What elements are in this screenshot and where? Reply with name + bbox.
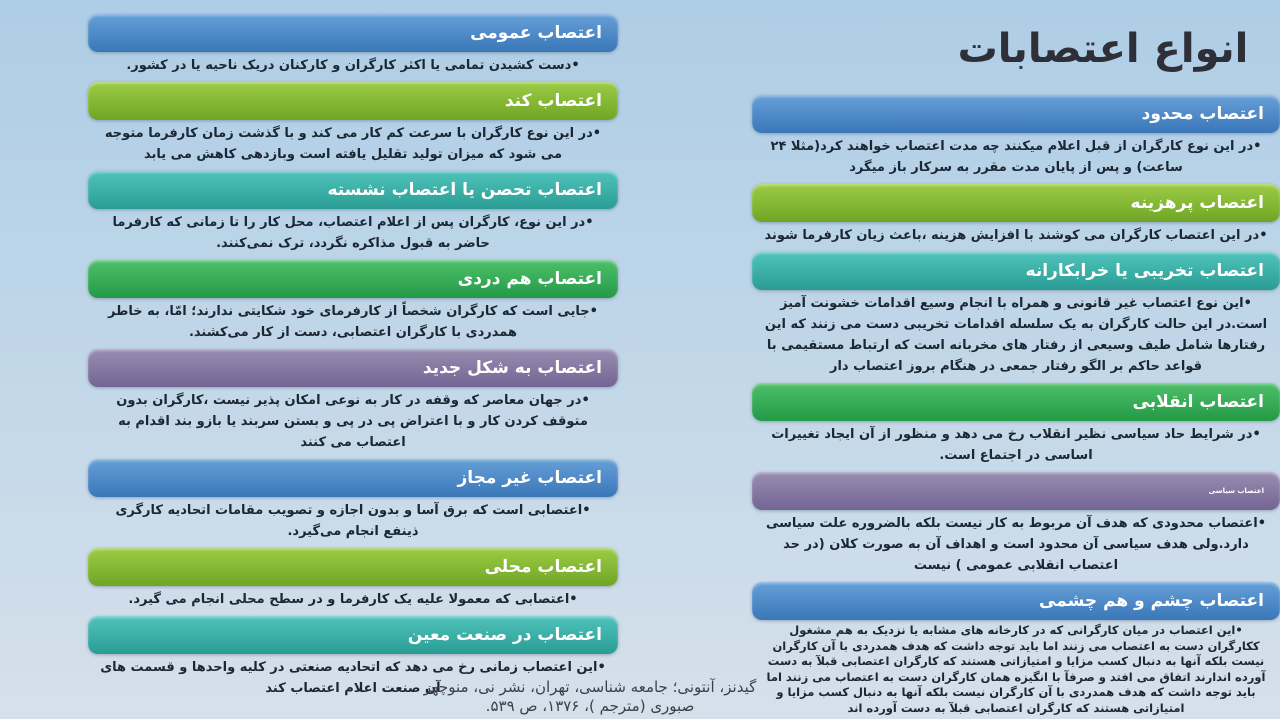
strike-card-header — [88, 171, 618, 209]
strike-card-title: اعتصاب در صنعت معین — [407, 625, 602, 645]
strike-card-header — [752, 252, 1280, 290]
strike-card-description: •در این نوع، کارگران پس از اعلام اعتصاب، محل کار را تا زمانی که کارفرما حاضر به قبول مذاکره نگردد، ترک نمی‌کنند. — [112, 215, 594, 251]
strike-card-description: •این اعتصاب در میان کارگرانی که در کارخانه های مشابه یا نزدیک به هم مشغول ککارگران دست به اعتصاب می زنند اما باید توجه داشت که هدف همدردی با آن کارگران نیست بلکه آنها به دنبال کسب مزایا و امتیازاتی هستند که کارگران اعتصابی قبلآ به دست آورده اندارند اتفاق می افتد و صرفآ با انگیزه همان کارگران دست به اعتصاب می زنند اما باید توجه داشت که هدف همدردی با آن کارگران نیست بلکه آنها به دنبال کسب مزایا و امتیازاتی هستند که کارگران اعتصابی قبلآ به دست آورده اند — [766, 623, 1266, 715]
strike-card-header — [88, 548, 618, 586]
strike-card-description: •در شرایط حاد سیاسی نظیر انقلاب رخ می دهد و منظور از آن ایجاد تغییرات اساسی در اجتماع است. — [771, 427, 1261, 463]
strike-card-new-form — [88, 349, 618, 453]
strike-card-description: •در جهان معاصر که وقفه در کار به نوعی امکان پذیر نیست ،کارگران بدون متوقف کردن کار و با اعتراض پی در پی و بستن سربند یا بازو بند اقدام به اعتصاب می کنند — [116, 393, 590, 450]
strike-card-local — [88, 548, 618, 610]
strike-card-title: اعتصاب چشم و هم چشمی — [1039, 591, 1264, 611]
strike-card-title: اعتصاب به شکل جدید — [422, 358, 602, 378]
citation — [350, 678, 830, 716]
strike-card-sitdown — [88, 171, 618, 254]
strike-card-header — [752, 383, 1280, 421]
strike-card-description: •دست کشیدن تمامی یا اکثر کارگران و کارکنان دریک ناحیه یا در کشور. — [126, 58, 580, 73]
citation-line-1: گیدنز، آنتونی؛ جامعه شناسی، تهران، نشر نی، منوچهر — [423, 678, 757, 696]
strike-card-general — [88, 14, 618, 76]
strike-card-title: اعتصاب پرهزینه — [1130, 193, 1264, 213]
strike-card-title: اعتصاب انقلابی — [1132, 392, 1264, 412]
strike-card-description: •اعتصاب محدودی که هدف آن مربوط به کار نیست بلکه بالضروره علت سیاسی دارد.ولی هدف سیاسی آن محدود است و اهداف آن به صورت کلان (در حد اعتصاب انقلابی عمومی ) نیست — [765, 516, 1267, 573]
strike-card-sabotage — [752, 252, 1280, 377]
strike-card-header — [88, 82, 618, 120]
left-column — [88, 14, 618, 705]
strike-card-title: اعتصاب کند — [504, 91, 602, 111]
strike-card-header — [752, 184, 1280, 222]
strike-card-header — [88, 260, 618, 298]
strike-card-title: اعتصاب محلی — [484, 557, 602, 577]
strike-card-description: •این نوع اعتصاب غیر قانونی و همراه با انجام وسیع اقدامات خشونت آمیز است.در این حالت کارگران به یک سلسله اقدامات تخریبی دست می زنند که این رفتارها شامل طیف وسیعی از رفتار های مخربانه است که ارتباط مستقیمی با قواعد حاکم بر الگو رفتار جمعی در هنگام بروز اعتصاب دار — [764, 296, 1268, 374]
strike-card-title: اعتصاب تحصن یا اعتصاب نشسته — [327, 180, 602, 200]
strike-card-limited — [752, 95, 1280, 178]
citation-line-2: صبوری (مترجم )، ۱۳۷۶، ص ۵۳۹. — [485, 697, 695, 715]
strike-card-title: اعتصاب غیر مجاز — [457, 468, 602, 488]
strike-card-unauthorized — [88, 459, 618, 542]
strike-card-title: اعتصاب سیاسی — [1208, 487, 1264, 495]
strike-card-header — [752, 472, 1280, 510]
right-column — [752, 95, 1280, 719]
strike-card-header — [88, 349, 618, 387]
strike-card-costly — [752, 184, 1280, 246]
strike-card-header — [752, 582, 1280, 620]
strike-card-description: •این اعتصاب زمانی رخ می دهد که اتحادیه صنعتی در کلیه واحدها و قسمت های آن صنعت اعلام اعتصاب کند — [100, 660, 606, 696]
strike-card-description: •در این نوع کارگران با سرعت کم کار می کند و با گذشت زمان کارفرما متوجه می شود که میزان تولید تقلیل یافته است وبازدهی کاهش می یابد — [104, 126, 602, 162]
strike-card-title: اعتصاب تخریبی یا خرابکارانه — [1025, 261, 1264, 281]
page-title: انواع اعتصابات — [957, 26, 1249, 72]
strike-card-title: اعتصاب هم دردی — [457, 269, 602, 289]
strike-card-description: •در این نوع کارگران از قبل اعلام میکنند چه مدت اعتصاب خواهند کرد(مثلا ۲۴ ساعت) و پس از پایان مدت مقرر به سرکار باز میگرد — [770, 139, 1262, 175]
strike-card-title: اعتصاب عمومی — [470, 23, 602, 43]
strike-card-political — [752, 472, 1280, 576]
strike-card-description: •اعتصابی است که برق آسا و بدون اجازه و تصویب مقامات اتحادیه کارگری ذینفع انجام می‌گیرد. — [115, 503, 591, 539]
strike-card-description: •در این اعتصاب کارگران می کوشند با افزایش هزینه ،باعث زیان کارفرما شوند — [764, 228, 1268, 243]
strike-card-description: •اعتصابی که معمولا علیه یک کارفرما و در سطح محلی انجام می گیرد. — [128, 592, 578, 607]
strike-card-rivalry — [752, 582, 1280, 716]
strike-card-description: •جایی است که کارگران شخصاً از کارفرمای خود شکایتی ندارند؛ امّا، به خاطر همدردی با کارگران اعتصابی، دست از کار می‌کشند. — [108, 304, 598, 340]
strike-card-sympathy — [88, 260, 618, 343]
strike-card-revolutionary — [752, 383, 1280, 466]
strike-card-header — [752, 95, 1280, 133]
strike-card-title: اعتصاب محدود — [1141, 104, 1264, 124]
strike-card-header — [88, 14, 618, 52]
strike-card-slowdown — [88, 82, 618, 165]
strike-card-header — [88, 459, 618, 497]
strike-card-header — [88, 616, 618, 654]
